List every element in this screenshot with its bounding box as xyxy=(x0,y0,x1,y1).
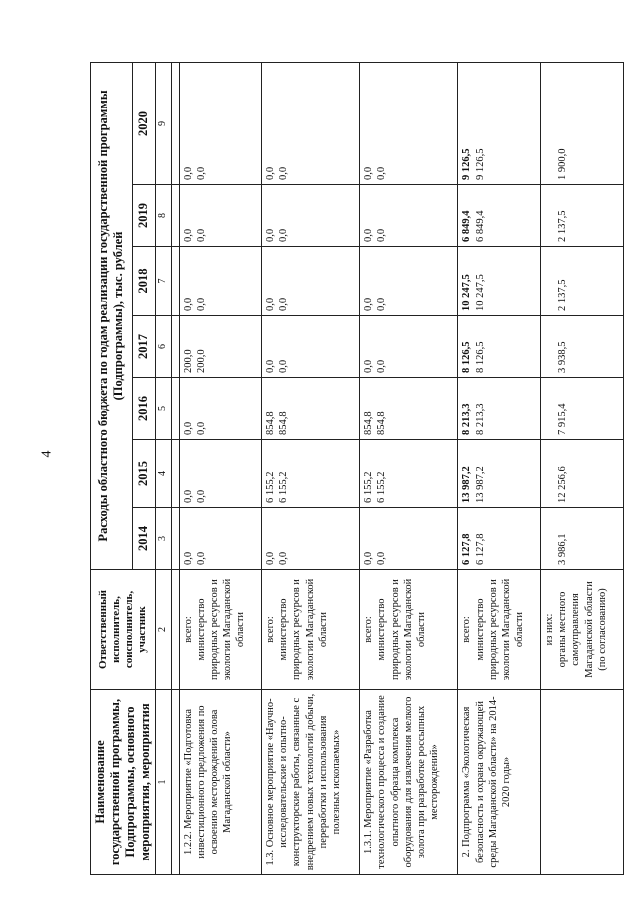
year-value: 13 987,2 xyxy=(474,466,486,503)
year-value: 9 126,5 xyxy=(461,148,473,180)
year-value: 0,0 xyxy=(278,297,290,311)
year-value: 0,0 xyxy=(278,551,290,565)
year-value-cell xyxy=(458,247,541,316)
year-value: 7 915,4 xyxy=(557,403,569,435)
year-value-cell xyxy=(360,440,458,508)
table-row xyxy=(458,62,541,874)
col-number: 2 xyxy=(156,570,172,690)
year-value-cell xyxy=(360,247,458,316)
year-value-cell xyxy=(179,440,262,508)
year-value-cell xyxy=(360,62,458,184)
year-value-cell xyxy=(179,508,262,570)
year-value-cell xyxy=(458,440,541,508)
col-number: 3 xyxy=(156,508,172,570)
year-value: 0,0 xyxy=(376,551,388,565)
row-responsible xyxy=(360,570,458,690)
year-value-cell xyxy=(360,378,458,440)
year-value-cell xyxy=(262,247,360,316)
table-row xyxy=(262,62,360,874)
year-value: 8 126,5 xyxy=(461,341,473,373)
year-value: 13 987,2 xyxy=(461,466,473,503)
row-responsible xyxy=(458,570,541,690)
year-value xyxy=(543,381,556,435)
header-budget: Расходы областного бюджета по годам реализации государственной программы (Подпрограммы), тыс. рублей xyxy=(91,62,133,569)
year-value: 0,0 xyxy=(363,297,375,311)
year-value: 0,0 xyxy=(182,228,194,242)
year-value: 0,0 xyxy=(265,297,277,311)
responsible-line: из них: xyxy=(544,613,556,646)
row-name xyxy=(541,690,624,875)
year-2019: 2019 xyxy=(132,185,155,247)
header-name: Наименование государственной программы, Подпрограммы, основного мероприятия, мероприятия xyxy=(91,690,156,875)
year-value-cell xyxy=(458,185,541,247)
responsible-line: органы местного самоуправления Магаданской области (по согласованию) xyxy=(557,581,608,678)
year-value: 0,0 xyxy=(376,228,388,242)
year-value-cell xyxy=(541,62,624,184)
year-2020: 2020 xyxy=(132,62,155,184)
year-value-cell xyxy=(458,378,541,440)
row-responsible xyxy=(262,570,360,690)
row-responsible xyxy=(179,570,262,690)
col-number: 8 xyxy=(156,185,172,247)
row-name: 1.2.2. Мероприятие «Подготовка инвестиционного предложения по освоению месторождений олова Магаданской области» xyxy=(179,690,262,875)
year-value-cell xyxy=(541,185,624,247)
table-row xyxy=(360,62,458,874)
year-value-cell xyxy=(541,316,624,378)
year-value: 2 137,5 xyxy=(557,279,569,311)
year-2014: 2014 xyxy=(132,508,155,570)
header-responsible: Ответственный исполнитель, соисполнитель, участник xyxy=(91,570,156,690)
year-value-cell xyxy=(541,508,624,570)
responsible-line: всего: xyxy=(182,616,194,643)
year-value-cell xyxy=(262,440,360,508)
year-value-cell xyxy=(360,316,458,378)
year-value-cell xyxy=(179,62,262,184)
year-value xyxy=(543,66,556,180)
year-value xyxy=(543,188,556,242)
year-value: 0,0 xyxy=(363,166,375,180)
year-value: 854,8 xyxy=(278,411,290,435)
responsible-line: всего: xyxy=(461,616,473,643)
row-name: 2. Подпрограмма «Экологическая безопасность и охрана окружающей среды Магаданской области» на 2014-2020 годы» xyxy=(458,690,541,875)
budget-table-container xyxy=(90,63,615,875)
year-value: 2 137,5 xyxy=(557,210,569,242)
year-value: 6 155,2 xyxy=(265,471,277,503)
year-value: 0,0 xyxy=(278,166,290,180)
budget-table xyxy=(90,62,624,875)
year-value-cell xyxy=(179,185,262,247)
year-value-cell xyxy=(179,378,262,440)
year-value: 1 900,0 xyxy=(557,148,569,180)
year-value: 0,0 xyxy=(195,228,207,242)
year-value: 0,0 xyxy=(376,359,388,373)
year-value-cell xyxy=(360,508,458,570)
year-2015: 2015 xyxy=(132,440,155,508)
year-value: 0,0 xyxy=(265,166,277,180)
year-value: 0,0 xyxy=(195,489,207,503)
year-value: 0,0 xyxy=(265,359,277,373)
year-2018: 2018 xyxy=(132,247,155,316)
responsible-line: министерство природных ресурсов и экологии Магаданской области xyxy=(278,578,329,681)
row-responsible xyxy=(541,570,624,690)
year-value: 0,0 xyxy=(182,421,194,435)
year-2016: 2016 xyxy=(132,378,155,440)
year-value-cell xyxy=(541,378,624,440)
year-value-cell xyxy=(360,185,458,247)
year-value xyxy=(543,319,556,373)
responsible-line: всего: xyxy=(265,616,277,643)
year-value: 6 849,4 xyxy=(474,210,486,242)
responsible-line: министерство природных ресурсов и экологии Магаданской области xyxy=(376,578,427,681)
year-value: 0,0 xyxy=(265,228,277,242)
row-name: 1.3. Основное мероприятие «Научно-исследовательские и опытно-конструкторские работы, связанные с внедрением новых технологий добычи, переработки и использования полезных ископаемых» xyxy=(262,690,360,875)
page-number: 4 xyxy=(39,450,55,458)
year-value: 200,0 xyxy=(195,349,207,373)
year-value: 0,0 xyxy=(265,551,277,565)
year-value-cell xyxy=(458,508,541,570)
year-value: 8 126,5 xyxy=(474,341,486,373)
year-value: 6 155,2 xyxy=(363,471,375,503)
year-value: 0,0 xyxy=(182,297,194,311)
row-name: 1.3.1. Мероприятие «Разработка технологического процесса и создание опытного образца комплекса оборудования для извлечения мелкого золота при разработке россыпных месторождений» xyxy=(360,690,458,875)
year-value-cell xyxy=(262,62,360,184)
year-value-cell xyxy=(179,247,262,316)
year-value: 200,0 xyxy=(182,349,194,373)
year-value-cell xyxy=(262,508,360,570)
year-2017: 2017 xyxy=(132,316,155,378)
year-value: 0,0 xyxy=(195,297,207,311)
responsible-line: всего: xyxy=(363,616,375,643)
col-number: 7 xyxy=(156,247,172,316)
table-body xyxy=(179,62,624,874)
year-value-cell xyxy=(458,62,541,184)
year-value: 3 938,5 xyxy=(557,341,569,373)
col-number: 1 xyxy=(156,690,172,875)
table-row xyxy=(179,62,262,874)
year-value xyxy=(543,511,556,565)
year-value: 12 256,6 xyxy=(557,466,569,503)
year-value-cell xyxy=(262,378,360,440)
year-value: 10 247,5 xyxy=(461,274,473,311)
col-number: 6 xyxy=(156,316,172,378)
year-value: 6 127,8 xyxy=(461,533,473,565)
col-number: 4 xyxy=(156,440,172,508)
year-value: 0,0 xyxy=(182,489,194,503)
year-value xyxy=(543,443,556,503)
year-value: 6 849,4 xyxy=(461,210,473,242)
responsible-line: министерство природных ресурсов и экологии Магаданской области xyxy=(474,578,525,681)
year-value: 0,0 xyxy=(376,297,388,311)
year-value: 0,0 xyxy=(195,551,207,565)
year-value: 854,8 xyxy=(376,411,388,435)
year-value xyxy=(543,250,556,311)
year-value: 0,0 xyxy=(195,166,207,180)
year-value: 0,0 xyxy=(195,421,207,435)
year-value: 8 213,3 xyxy=(474,403,486,435)
year-value-cell xyxy=(458,316,541,378)
year-value: 8 213,3 xyxy=(461,403,473,435)
year-value: 6 155,2 xyxy=(278,471,290,503)
col-number: 9 xyxy=(156,62,172,184)
year-value: 0,0 xyxy=(363,359,375,373)
year-value-cell xyxy=(541,440,624,508)
year-value: 6 155,2 xyxy=(376,471,388,503)
year-value: 0,0 xyxy=(182,166,194,180)
year-value-cell xyxy=(262,185,360,247)
year-value: 6 127,8 xyxy=(474,533,486,565)
year-value-cell xyxy=(262,316,360,378)
year-value: 854,8 xyxy=(363,411,375,435)
col-number: 5 xyxy=(156,378,172,440)
year-value: 0,0 xyxy=(278,228,290,242)
year-value-cell xyxy=(541,247,624,316)
year-value: 0,0 xyxy=(363,228,375,242)
year-value: 10 247,5 xyxy=(474,274,486,311)
year-value: 0,0 xyxy=(376,166,388,180)
year-value: 9 126,5 xyxy=(474,148,486,180)
year-value: 0,0 xyxy=(278,359,290,373)
table-row xyxy=(541,62,624,874)
year-value: 0,0 xyxy=(182,551,194,565)
year-value: 3 986,1 xyxy=(557,533,569,565)
responsible-line: министерство природных ресурсов и экологии Магаданской области xyxy=(195,578,246,681)
year-value-cell xyxy=(179,316,262,378)
year-value: 0,0 xyxy=(363,551,375,565)
year-value: 854,8 xyxy=(265,411,277,435)
